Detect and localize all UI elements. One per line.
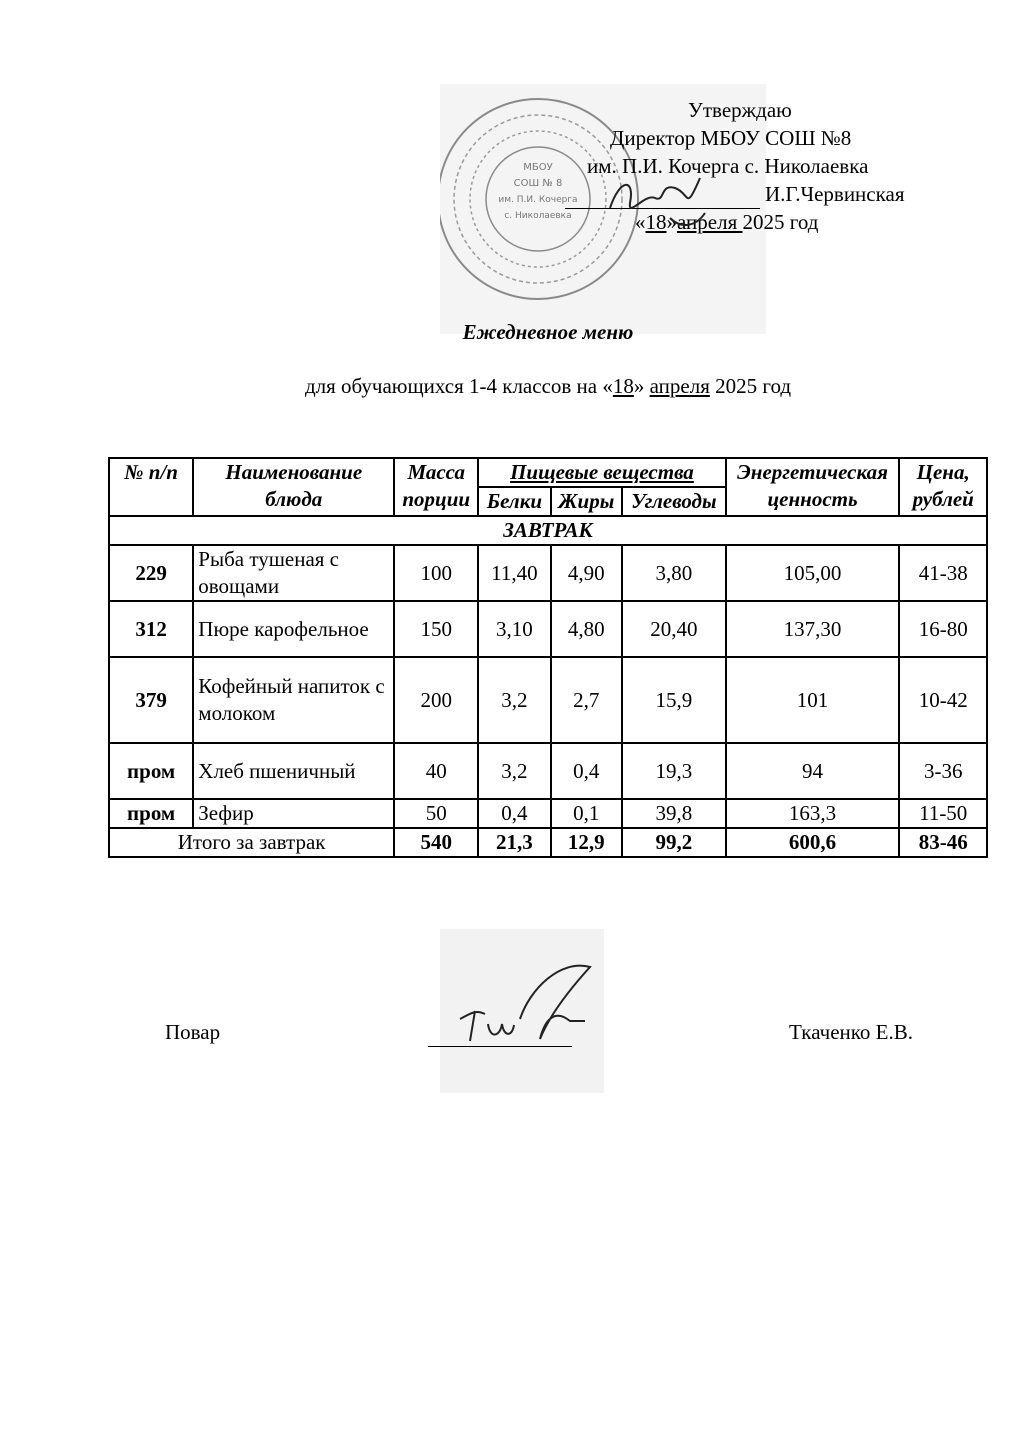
section-breakfast: ЗАВТРАК (109, 516, 987, 545)
subtitle-month: апреля (649, 374, 710, 398)
approval-date-day: 18 (645, 210, 667, 234)
dish-energy: 137,30 (726, 601, 900, 657)
table-row (109, 743, 987, 799)
dish-carbs: 3,80 (622, 545, 726, 601)
cook-signature (440, 929, 604, 1093)
dish-carbs: 39,8 (622, 799, 726, 828)
dish-name: Рыба тушеная с овощами (193, 545, 394, 601)
dish-energy: 163,3 (726, 799, 900, 828)
dish-protein: 3,10 (478, 601, 550, 657)
dish-energy: 105,00 (726, 545, 900, 601)
document-title: Ежедневное меню (462, 320, 634, 344)
total-energy: 600,6 (726, 828, 900, 857)
total-fat: 12,9 (551, 828, 622, 857)
svg-text:СОШ № 8: СОШ № 8 (513, 178, 563, 189)
dish-name: Пюре карофельное (193, 601, 394, 657)
table-row (109, 601, 987, 657)
dish-mass: 100 (394, 545, 478, 601)
total-protein: 21,3 (478, 828, 550, 857)
table-row (109, 545, 987, 601)
approval-position: Директор МБОУ СОШ №8 (610, 126, 852, 150)
dish-protein: 0,4 (478, 799, 550, 828)
dish-protein: 3,2 (478, 743, 550, 799)
menu-table (108, 457, 988, 858)
header-protein: Белки (478, 487, 550, 516)
dish-fat: 4,90 (551, 545, 622, 601)
section-row (109, 516, 987, 545)
cook-signature-line (428, 1046, 572, 1047)
cook-signature-area (440, 929, 604, 1093)
approval-date: «18»апреля 2025 год (635, 210, 819, 234)
header-fat: Жиры (551, 487, 622, 516)
header-energy: Энергетическая ценность (726, 458, 900, 516)
dish-fat: 0,1 (551, 799, 622, 828)
svg-text:с. Николаевка: с. Николаевка (504, 211, 572, 221)
dish-number: 379 (109, 657, 193, 743)
subtitle-day: 18 (612, 374, 634, 398)
dish-name: Хлеб пшеничный (193, 743, 394, 799)
dish-energy: 101 (726, 657, 900, 743)
dish-name: Зефир (193, 799, 394, 828)
approval-school: им. П.И. Кочерга с. Николаевка (587, 154, 869, 178)
dish-number: пром (109, 799, 193, 828)
document-subtitle: для обучающихся 1-4 классов на «18» апреля 2025 год (304, 374, 792, 398)
dish-mass: 150 (394, 601, 478, 657)
director-signature (600, 158, 720, 238)
dish-energy: 94 (726, 743, 900, 799)
dish-protein: 3,2 (478, 657, 550, 743)
dish-carbs: 19,3 (622, 743, 726, 799)
dish-mass: 50 (394, 799, 478, 828)
dish-mass: 200 (394, 657, 478, 743)
dish-fat: 2,7 (551, 657, 622, 743)
cook-name: Ткаченко Е.В. (789, 1020, 914, 1044)
approval-date-year: 2025 год (742, 210, 819, 234)
table-row (109, 799, 987, 828)
cook-label: Повар (165, 1020, 221, 1044)
total-row (109, 828, 987, 857)
header-name: Наименование блюда (193, 458, 394, 516)
approval-date-month: апреля (677, 210, 743, 234)
approval-heading: Утверждаю (688, 98, 792, 122)
dish-price: 41-38 (899, 545, 987, 601)
table-header-row (109, 458, 987, 487)
dish-carbs: 15,9 (622, 657, 726, 743)
header-nutrients: Пищевые вещества (478, 458, 725, 487)
dish-carbs: 20,40 (622, 601, 726, 657)
header-carbs: Углеводы (622, 487, 726, 516)
dish-price: 3-36 (899, 743, 987, 799)
header-mass: Масса порции (394, 458, 478, 516)
total-label: Итого за завтрак (109, 828, 394, 857)
total-carbs: 99,2 (622, 828, 726, 857)
header-num: № п/п (109, 458, 193, 516)
total-mass: 540 (394, 828, 478, 857)
approval-signatory: И.Г.Червинская (765, 182, 905, 206)
svg-text:МБОУ: МБОУ (523, 162, 553, 173)
dish-fat: 4,80 (551, 601, 622, 657)
dish-name: Кофейный напиток с молоком (193, 657, 394, 743)
total-price: 83-46 (899, 828, 987, 857)
dish-number: 312 (109, 601, 193, 657)
dish-number: пром (109, 743, 193, 799)
dish-price: 10-42 (899, 657, 987, 743)
dish-fat: 0,4 (551, 743, 622, 799)
dish-mass: 40 (394, 743, 478, 799)
table-row (109, 657, 987, 743)
dish-price: 16-80 (899, 601, 987, 657)
svg-text:им. П.И. Кочерга: им. П.И. Кочерга (498, 195, 578, 205)
dish-number: 229 (109, 545, 193, 601)
header-price: Цена, рублей (899, 458, 987, 516)
dish-price: 11-50 (899, 799, 987, 828)
dish-protein: 11,40 (478, 545, 550, 601)
